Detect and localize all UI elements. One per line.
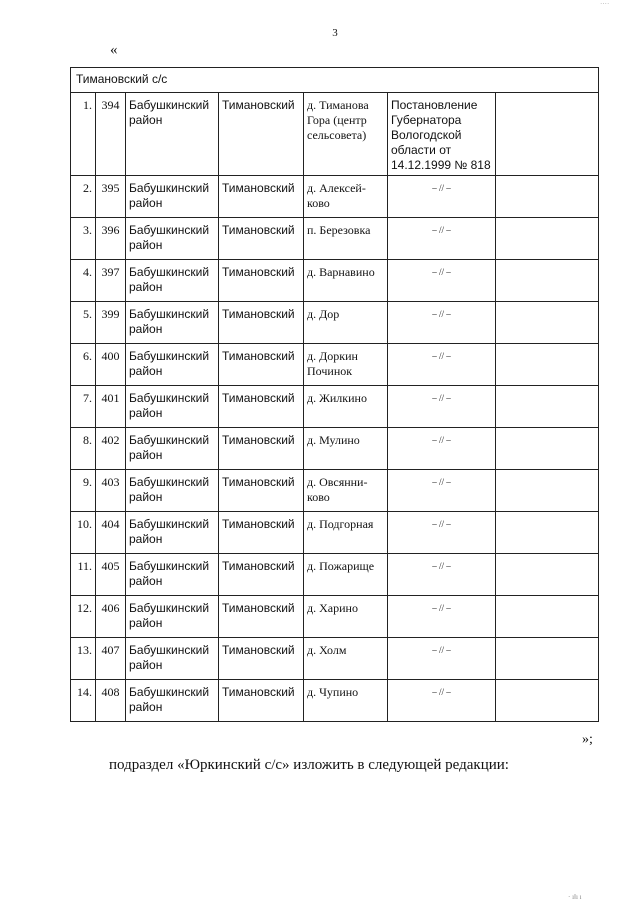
document-cell: – // – — [388, 428, 496, 470]
notes-cell — [496, 512, 599, 554]
district-cell: Бабушкинский район — [126, 176, 219, 218]
table-row — [71, 176, 599, 218]
table-row — [71, 512, 599, 554]
district-cell: Бабушкинский район — [126, 638, 219, 680]
table-row — [71, 638, 599, 680]
table-row — [71, 680, 599, 722]
document-cell: Постановление Губернатора Вологодской области от 14.12.1999 № 818 — [388, 93, 496, 176]
document-cell: – // – — [388, 260, 496, 302]
code-cell: 403 — [96, 470, 126, 512]
document-cell: – // – — [388, 344, 496, 386]
row-number-cell: 4. — [71, 260, 96, 302]
code-cell: 405 — [96, 554, 126, 596]
council-cell: Тимановский — [219, 638, 304, 680]
row-number-cell: 13. — [71, 638, 96, 680]
code-cell: 396 — [96, 218, 126, 260]
table-row — [71, 470, 599, 512]
row-number-cell: 9. — [71, 470, 96, 512]
council-cell: Тимановский — [219, 344, 304, 386]
code-cell: 399 — [96, 302, 126, 344]
council-cell: Тимановский — [219, 386, 304, 428]
notes-cell — [496, 596, 599, 638]
table-row — [71, 260, 599, 302]
document-cell: – // – — [388, 554, 496, 596]
closing-quote-mark: »; — [582, 732, 593, 747]
code-cell: 401 — [96, 386, 126, 428]
notes-cell — [496, 218, 599, 260]
notes-cell — [496, 93, 599, 176]
council-cell: Тимановский — [219, 260, 304, 302]
notes-cell — [496, 386, 599, 428]
settlement-cell: д. Овсянни-ково — [304, 470, 388, 512]
document-cell: – // – — [388, 638, 496, 680]
settlement-cell: д. Жилкино — [304, 386, 388, 428]
district-cell: Бабушкинский район — [126, 428, 219, 470]
council-cell: Тимановский — [219, 554, 304, 596]
district-cell: Бабушкинский район — [126, 512, 219, 554]
district-cell: Бабушкинский район — [126, 596, 219, 638]
row-number-cell: 2. — [71, 176, 96, 218]
settlement-cell: д. Харино — [304, 596, 388, 638]
council-cell: Тимановский — [219, 428, 304, 470]
notes-cell — [496, 470, 599, 512]
notes-cell — [496, 344, 599, 386]
document-cell: – // – — [388, 470, 496, 512]
notes-cell — [496, 428, 599, 470]
district-cell: Бабушкинский район — [126, 680, 219, 722]
document-cell: – // – — [388, 176, 496, 218]
code-cell: 395 — [96, 176, 126, 218]
code-cell: 404 — [96, 512, 126, 554]
settlement-cell: д. Пожарище — [304, 554, 388, 596]
settlements-table — [70, 67, 599, 722]
code-cell: 400 — [96, 344, 126, 386]
table-row — [71, 218, 599, 260]
notes-cell — [496, 638, 599, 680]
district-cell: Бабушкинский район — [126, 554, 219, 596]
council-cell: Тимановский — [219, 176, 304, 218]
section-title: Тимановский с/с — [71, 68, 599, 93]
table-row — [71, 386, 599, 428]
document-cell: – // – — [388, 596, 496, 638]
district-cell: Бабушкинский район — [126, 470, 219, 512]
council-cell: Тимановский — [219, 680, 304, 722]
table-row — [71, 596, 599, 638]
page-number: 3 — [332, 27, 338, 39]
row-number-cell: 11. — [71, 554, 96, 596]
notes-cell — [496, 554, 599, 596]
code-cell: 394 — [96, 93, 126, 176]
code-cell: 402 — [96, 428, 126, 470]
settlement-cell: д. Подгорная — [304, 512, 388, 554]
document-cell: – // – — [388, 218, 496, 260]
council-cell: Тимановский — [219, 218, 304, 260]
row-number-cell: 5. — [71, 302, 96, 344]
district-cell: Бабушкинский район — [126, 260, 219, 302]
settlement-cell: д. Мулино — [304, 428, 388, 470]
document-cell: – // – — [388, 512, 496, 554]
table-row — [71, 344, 599, 386]
table-row — [71, 93, 599, 176]
opening-quote-mark: « — [110, 42, 118, 58]
document-cell: – // – — [388, 302, 496, 344]
district-cell: Бабушкинский район — [126, 344, 219, 386]
notes-cell — [496, 176, 599, 218]
row-number-cell: 14. — [71, 680, 96, 722]
row-number-cell: 6. — [71, 344, 96, 386]
settlement-cell: д. Дор — [304, 302, 388, 344]
document-cell: – // – — [388, 386, 496, 428]
scan-mark-bottom: · ıǁı ı — [568, 893, 582, 901]
district-cell: Бабушкинский район — [126, 218, 219, 260]
instruction-text: подраздел «Юркинский с/с» изложить в следующей редакции: — [109, 757, 509, 773]
code-cell: 406 — [96, 596, 126, 638]
settlement-cell: д. Тиманова Гора (центр сельсовета) — [304, 93, 388, 176]
table-row — [71, 302, 599, 344]
district-cell: Бабушкинский район — [126, 386, 219, 428]
council-cell: Тимановский — [219, 93, 304, 176]
council-cell: Тимановский — [219, 512, 304, 554]
notes-cell — [496, 680, 599, 722]
row-number-cell: 7. — [71, 386, 96, 428]
settlement-cell: д. Чупино — [304, 680, 388, 722]
code-cell: 407 — [96, 638, 126, 680]
code-cell: 397 — [96, 260, 126, 302]
district-cell: Бабушкинский район — [126, 93, 219, 176]
settlement-cell: п. Березовка — [304, 218, 388, 260]
row-number-cell: 12. — [71, 596, 96, 638]
row-number-cell: 8. — [71, 428, 96, 470]
settlement-cell: д. Варнавино — [304, 260, 388, 302]
row-number-cell: 3. — [71, 218, 96, 260]
scan-mark-top: ···· — [600, 0, 610, 8]
district-cell: Бабушкинский район — [126, 302, 219, 344]
document-cell: – // – — [388, 680, 496, 722]
notes-cell — [496, 260, 599, 302]
notes-cell — [496, 302, 599, 344]
table-row — [71, 554, 599, 596]
section-header-row — [71, 68, 599, 93]
settlement-cell: д. Холм — [304, 638, 388, 680]
settlement-cell: д. Доркин Починок — [304, 344, 388, 386]
table-row — [71, 428, 599, 470]
council-cell: Тимановский — [219, 596, 304, 638]
settlement-cell: д. Алексей-ково — [304, 176, 388, 218]
row-number-cell: 1. — [71, 93, 96, 176]
council-cell: Тимановский — [219, 302, 304, 344]
code-cell: 408 — [96, 680, 126, 722]
row-number-cell: 10. — [71, 512, 96, 554]
council-cell: Тимановский — [219, 470, 304, 512]
